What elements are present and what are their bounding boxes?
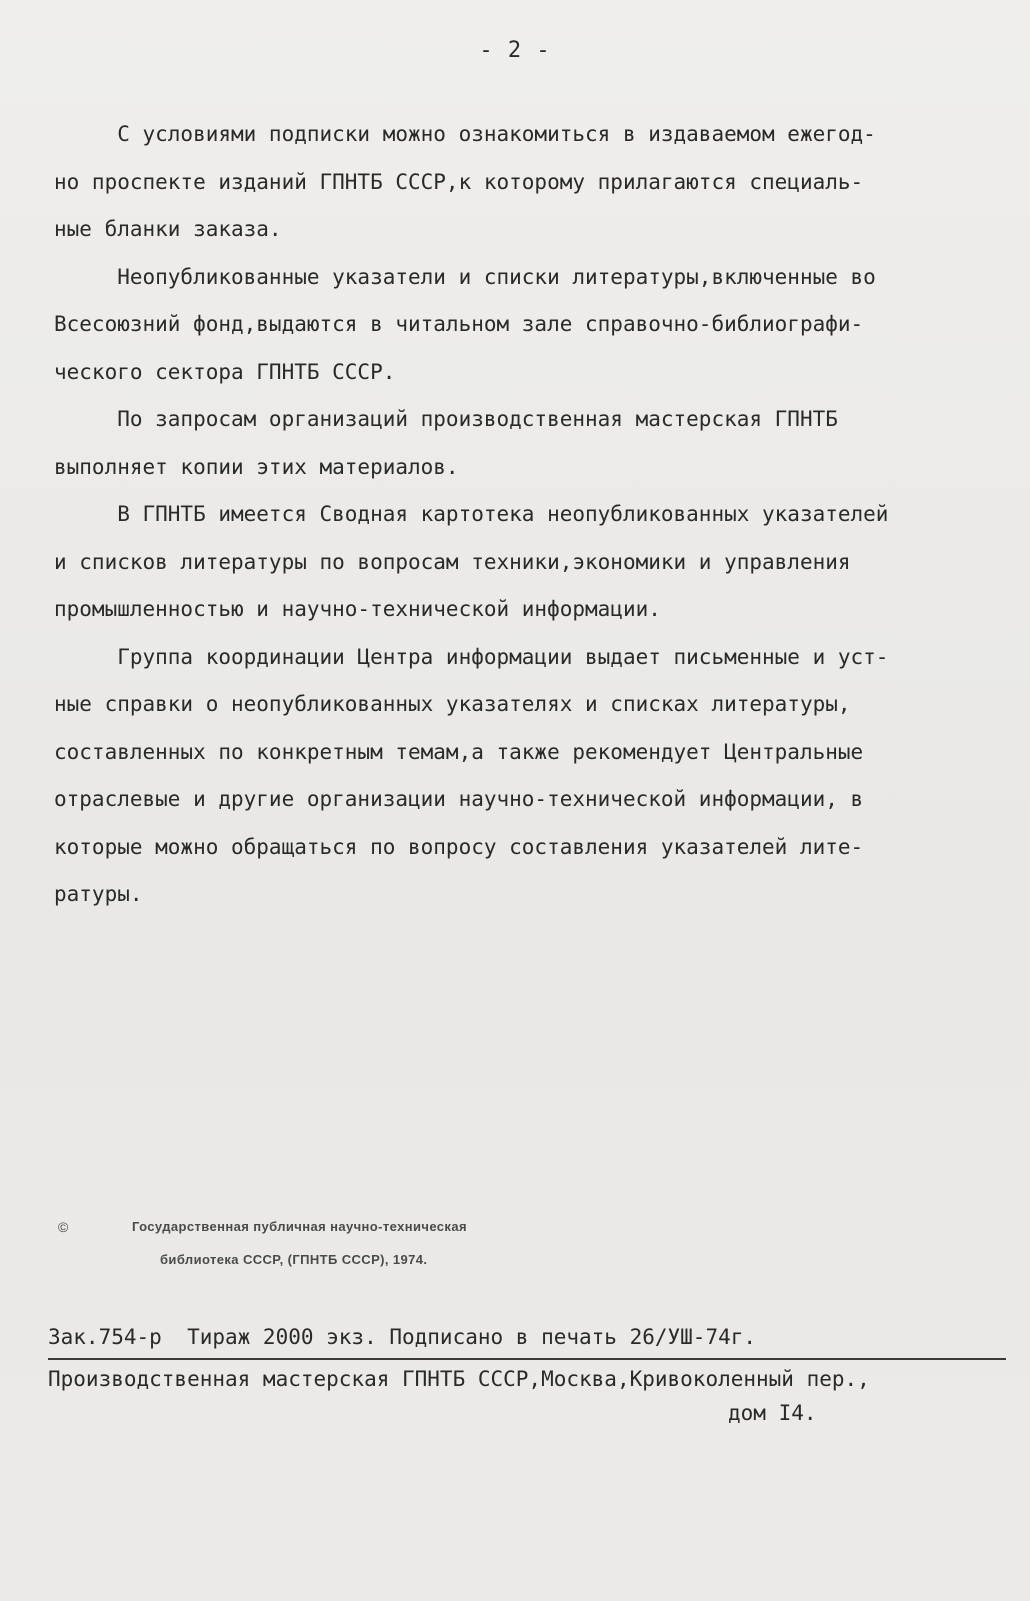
text-line: По запросам организаций производственная мастерская ГПНТБ [54,407,838,431]
text-line: В ГПНТБ имеется Сводная картотека неопубликованных указателей [54,502,889,526]
text-line: Группа координации Центра информации выдает письменные и уст- [54,644,889,669]
paragraph-coordination-group [54,637,1014,922]
order-line: Зак.754-р Тираж 2000 экз. Подписано в печать 26/УШ-74г. [48,1325,757,1349]
page-number: - 2 - [479,38,551,63]
paragraph-copies [54,399,1014,494]
text-line: отраслевые и другие организации научно-технической информации, в [54,787,864,811]
text-line: и списков литературы по вопросам техники,экономики и управления [54,549,851,574]
text-line: которые можно обращаться по вопросу составления указателей лите- [54,834,864,859]
text-line: но проспекте изданий ГПНТБ СССР,к которому прилагаются специаль- [54,169,864,194]
text-line: ческого сектора ГПНТБ СССР. [54,359,396,384]
body-text [54,114,1014,922]
copyright-line-1: Государственная публичная научно-техническая [132,1219,467,1234]
text-line: Неопубликованные указатели и списки литературы,включенные во [54,264,876,289]
divider [48,1358,1006,1360]
copyright-symbol: © [58,1219,69,1235]
text-line: выполняет копии этих материалов. [54,454,459,479]
text-line: ные бланки заказа. [54,217,282,241]
text-line: Всесоюзний фонд,выдаются в читальном зале справочно-библиографи- [54,312,864,336]
paragraph-subscription [54,114,1014,257]
paragraph-unpublished-indexes [54,257,1014,400]
imprint [48,1320,1016,1430]
text-line: ные справки о неопубликованных указателях и списках литературы, [54,692,851,716]
text-line: промышленностью и научно-технической информации. [54,597,661,621]
address-continuation: дом I4. [728,1401,817,1425]
copyright-line-2: библиотека СССР, (ГПНТБ СССР), 1974. [160,1252,428,1267]
text-line: С условиями подписки можно ознакомиться в издаваемом ежегод- [54,122,876,146]
address-line: Производственная мастерская ГПНТБ СССР,Москва,Кривоколенный пер., [48,1367,870,1391]
text-line: ратуры. [54,882,143,906]
paragraph-card-index [54,494,1014,637]
text-line: составленных по конкретным темам,а также рекомендует Центральные [54,739,864,764]
